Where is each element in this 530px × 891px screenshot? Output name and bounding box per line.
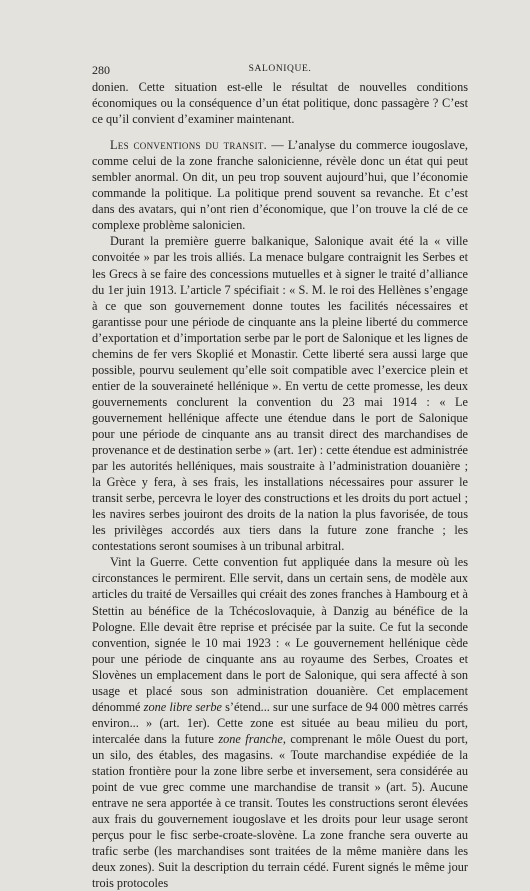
italic-term: zone libre serbe (143, 699, 222, 714)
paragraph-1: donien. Cette situation est-elle le résultat de nouvelles conditions économiques ou la conséquence d’un état politique, donc passagère ? C’est ce qu’il convient d’examiner maintenant. (92, 80, 468, 127)
paragraph-2: Les conventions du transit. — L’analyse du commerce iougoslave, comme celui de la zone franche salonicienne, révèle donc un état qui peut sembler anormal. On dit, un peu trop souvent aujourd’hui, que l’économie commande la politique. La politique prend souvent sa revanche. Et c’est dans des avatars, qui n’ont rien d’économique, que l’on trouve la clé de ce complexe problème salonicien. (92, 138, 468, 233)
section-heading: Les conventions du transit. (110, 138, 268, 153)
page-number: 280 (92, 63, 110, 77)
italic-term: zone franche (218, 731, 283, 746)
paragraph-3: Durant la première guerre balkanique, Salonique avait été la « ville convoitée » par les trois alliés. La menace bulgare contraignit les Serbes et les Grecs à se faire des concessions mutuelles et à signer le traité d’alliance du 1er juin 1913. L’article 7 spécifiait : « S. M. le roi des Hellènes s’engage à ce que son gouvernement donne toutes les facilités nécessaires et garantisse pour une période de cinquante ans la pleine liberté du commerce d’exportation et d’importation serbe par le port de Salonique et les lignes de chemins de fer vers Skoplié et Monastir. Cette liberté sera aussi large que possible, pourvu seulement qu’elle soit compatible avec l’exercice plein et entier de la souveraineté hellénique ». En vertu de cette promesse, les deux gouvernements conclurent la convention du 23 mai 1914 : « Le gouvernement hellénique affecte une étendue dans le port de Salonique pour une période de cinquante ans au transit direct des marchandises de provenance et de destination serbe » (art. 1er) : cette étendue est administrée par les autorités helléniques, mais soustraite à l’administration douanière ; la Grèce y fera, à ses frais, les installations nécessaires pour assurer le transit serbe, percevra le loyer des constructions et les droits du port actuel ; les navires serbes jouiront des droits de la nation la plus favorisée, de tous les privilèges accordés aux tiers dans la future zone franche ; les contestations seront soumises à un tribunal arbitral. (92, 234, 468, 554)
body-text (92, 79, 468, 891)
page-header (92, 63, 468, 79)
paragraph-4: Vint la Guerre. Cette convention fut appliquée dans la mesure où les circonstances le permirent. Elle servit, dans un certain sens, de modèle aux articles du traité de Versailles qui créait des zones franches à Hambourg et à Stettin au bénéfice de la Tchécoslovaquie, à Danzig au bénéfice de la Pologne. Elle devait être reprise et précisée par la suite. Ce fut la seconde convention, signée le 10 mai 1923 : « Le gouvernement hellénique cède pour une période de cinquante ans au royaume des Serbes, Croates et Slovènes un emplacement dans le port de Salonique, qui sera affecté à son usage et placé sous son administration douanière. Cet emplacement dénommé zone libre serbe s’étend... sur une surface de 94 000 mètres carrés environ... » (art. 1er). Cette zone est située au beau milieu du port, intercalée dans la future zone franche, comprenant le môle Ouest du port, un silo, des étables, des magasins. « Toute marchandise expédiée de la station frontière pour la zone libre serbe et inversement, sera considérée au point de vue grec comme une marchandise de transit » (art. 5). Aucune entrave ne sera apportée à ce transit. Toutes les constructions seront élevées aux frais du gouvernement iougoslave et les droits pour leur usage seront perçus pour le fisc serbe-croate-slovène. La zone franche sera ouverte au trafic serbe (les marchandises sont traitées de la même manière dans les deux zones). Suit la description du terrain cédé. Furent signés le même jour trois protocoles (92, 555, 468, 891)
running-title: SALONIQUE. (248, 64, 312, 74)
